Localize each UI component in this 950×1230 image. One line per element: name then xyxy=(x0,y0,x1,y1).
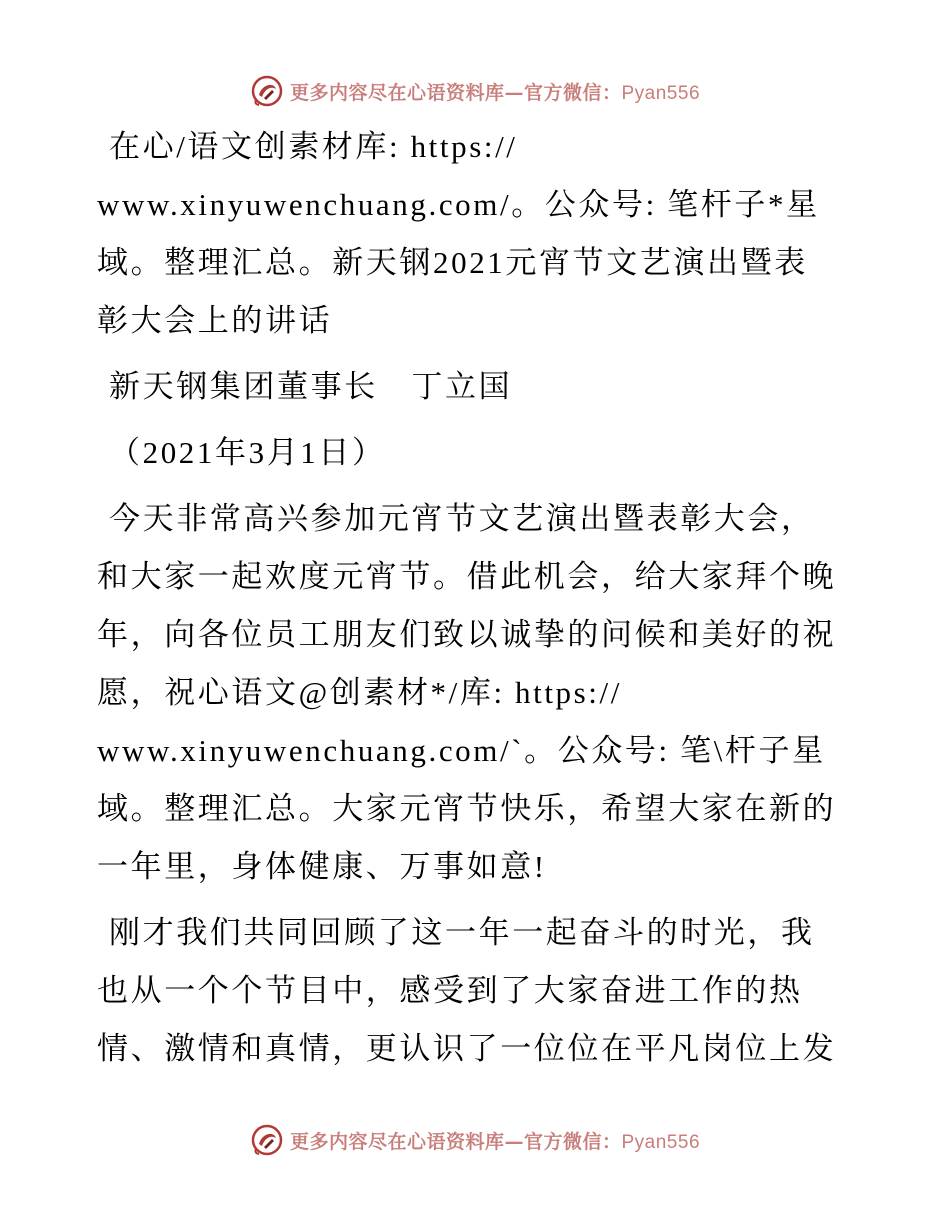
header-banner xyxy=(0,71,950,111)
text-line: 域。整理汇总。大家元宵节快乐，希望大家在新的 xyxy=(97,791,837,826)
text-line: 彰大会上的讲话 xyxy=(97,303,333,338)
paragraph-date xyxy=(97,424,867,482)
document-body xyxy=(97,118,867,1086)
text-line: 年，向各位员工朋友们致以诚挚的问候和美好的祝 xyxy=(97,617,837,652)
text-line: www.xinyuwenchuang.com/`。公众号: 笔\杆子星 xyxy=(97,733,826,768)
text-line: 和大家一起欢度元宵节。借此机会，给大家拜个晚 xyxy=(97,559,837,594)
text-line: 今天非常高兴参加元宵节文艺演出暨表彰大会， xyxy=(109,501,815,536)
paragraph-body-1 xyxy=(97,490,867,896)
text-line: 在心/语文创素材库: https:// xyxy=(109,129,518,164)
text-line: 也从一个个节目中，感受到了大家奋进工作的热 xyxy=(97,973,803,1008)
paragraph-title xyxy=(97,118,867,350)
paragraph-body-2 xyxy=(97,904,867,1078)
footer-banner-text: 更多内容尽在心语资料库—官方微信：Pyan556 xyxy=(289,1130,701,1153)
text-line: 愿，祝心语文@创素材*/库: https:// xyxy=(97,675,622,710)
red-swirl-logo-icon xyxy=(250,74,284,108)
text-line: 一年里，身体健康、万事如意! xyxy=(97,849,547,884)
text-line: （2021年3月1日） xyxy=(109,435,386,470)
header-banner-content xyxy=(250,74,700,108)
header-banner-text: 更多内容尽在心语资料库—官方微信：Pyan556 xyxy=(289,81,701,104)
footer-banner-content xyxy=(250,1123,700,1157)
red-swirl-logo-icon xyxy=(250,1123,284,1157)
text-line: 新天钢集团董事长 丁立国 xyxy=(109,369,513,404)
text-line: 情、激情和真情，更认识了一位位在平凡岗位上发 xyxy=(97,1031,837,1066)
text-line: 刚才我们共同回顾了这一年一起奋斗的时光，我 xyxy=(109,915,815,950)
footer-banner xyxy=(0,1120,950,1160)
paragraph-author xyxy=(97,358,867,416)
text-line: 域。整理汇总。新天钢2021元宵节文艺演出暨表 xyxy=(97,245,808,280)
text-line: www.xinyuwenchuang.com/。公众号: 笔杆子*星 xyxy=(97,187,820,222)
